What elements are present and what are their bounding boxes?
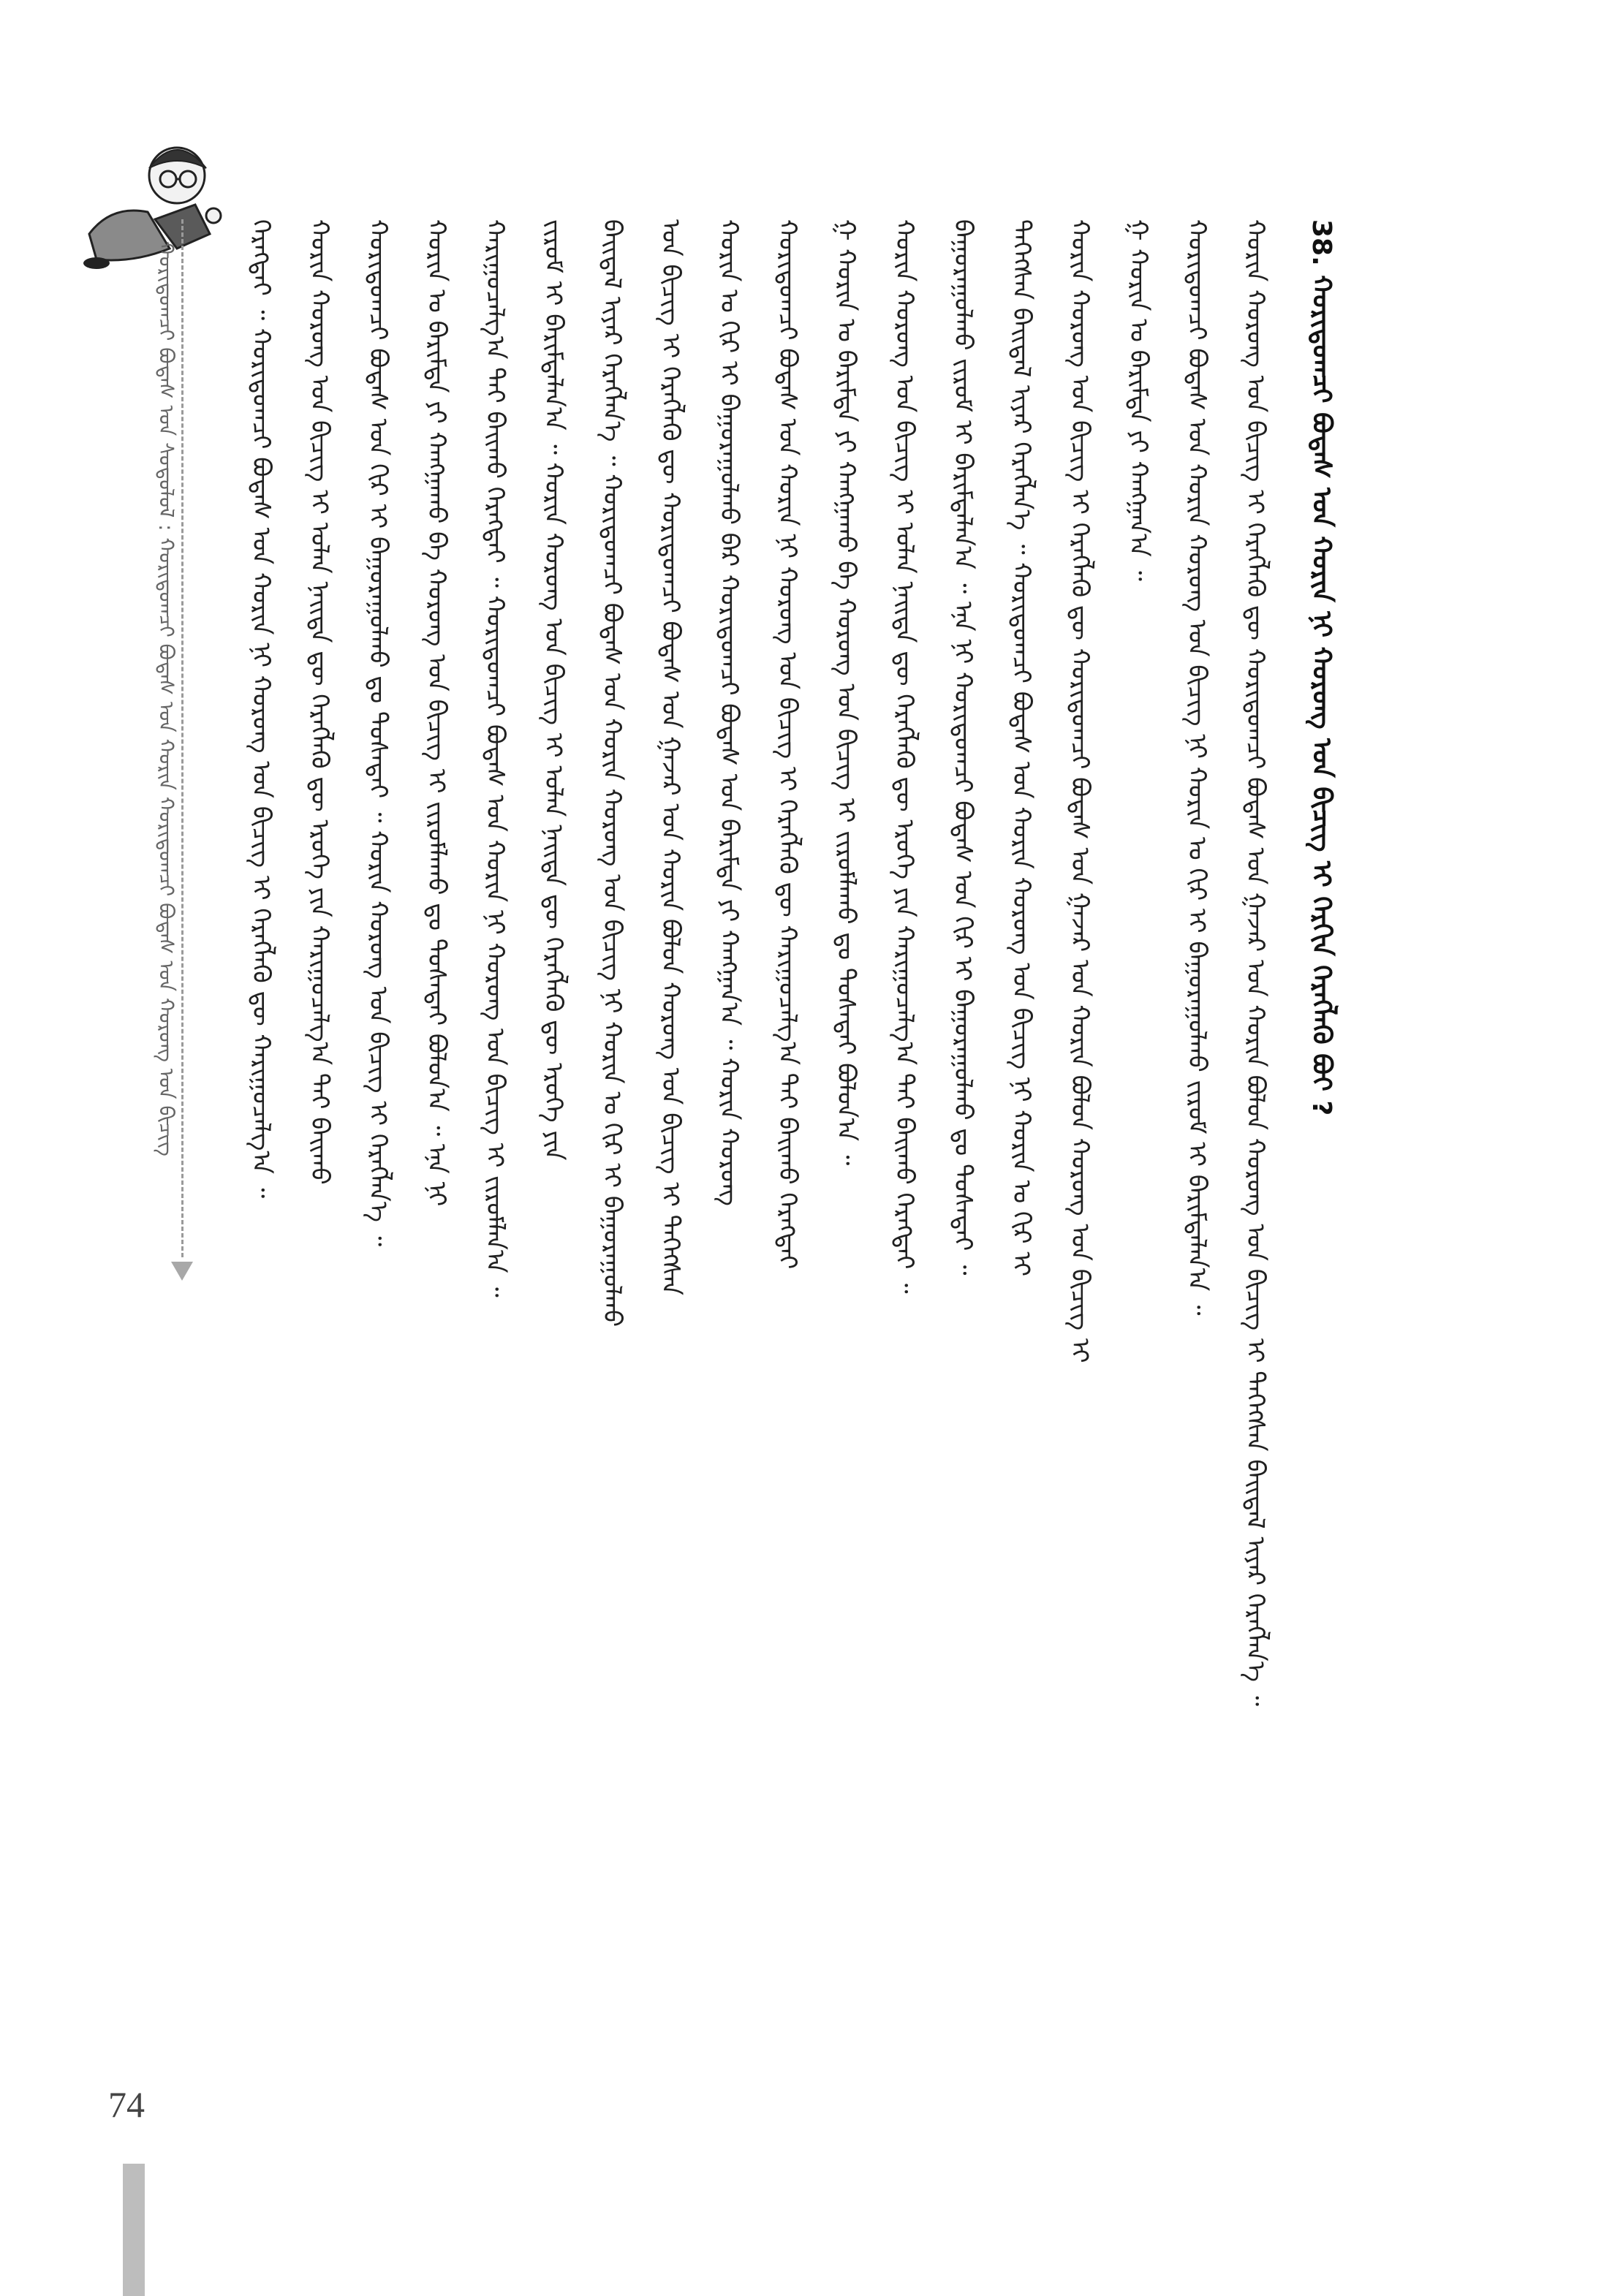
text-column: ᠬᠣᠷᠢᠨ ᠬᠣᠷᠤᠩ ᠤᠨ ᠪᠢᠴᠢᠭ ᠢ ᠬᠡᠷᠡᠭᠯᠡᠬᠦ ᠳᠦ ᠬᠣᠷᠢᠳᠤᠭᠴᠢ ᠪᠣᠳᠠᠰ ᠤᠨ ᠭᠠᠵᠠᠷ ᠤᠨ ᠬᠣᠷᠢᠨ ᠪᠣᠯᠤᠨ ᠬᠣᠷᠤᠩ ᠤᠨ ᠪᠢᠴᠢᠭ ᠢ: [1065, 219, 1094, 1363]
text-column: ᠬᠣᠷᠢᠨ ᠬᠣᠷᠤᠩ ᠤᠨ ᠪᠢᠴᠢᠭ ᠢ ᠣᠯᠠᠨ ᠨᠡᠢᠲᠡ ᠳᠦ ᠬᠡᠷᠡᠭᠯᠡᠬᠦ ᠳᠦ ᠡᠷᠦᠬᠡ ᠶᠢᠨ ᠬᠠᠷᠢᠭᠤᠴᠠᠯᠭ᠎ᠠ ᠲᠠᠢ ᠪᠠᠢᠬᠤ: [305, 219, 334, 1185]
text-column: ᠬᠣᠷᠢᠨ ᠤ ᠪᠠᠷᠢᠮᠲᠠ ᠶᠢ ᠬᠠᠩᠭᠠᠬᠤ ᠪᠠ ᠬᠣᠷᠤᠩ ᠤᠨ ᠪᠢᠴᠢᠭ ᠢ ᠵᠢᠷᠤᠮᠯᠠᠬᠤ ᠳᠤ ᠲᠤᠰᠠᠲᠠᠢ ᠪᠣᠯᠤᠨ᠎ᠠ ᠃ ᠡᠨᠡ ᠨᠢ: [422, 219, 451, 1207]
text-column: ᠬᠣᠷᠢᠨ ᠤ ᠬᠢᠷ ᠢ ᠪᠠᠭᠤᠷᠠᠭᠤᠯᠬᠤ ᠪᠠᠷ ᠬᠣᠷᠢᠳᠤᠭᠴᠢ ᠪᠣᠳᠠᠰ ᠤᠨ ᠪᠠᠷᠢᠮᠲᠠ ᠶᠢ ᠬᠠᠩᠭᠠᠨ᠎ᠠ ᠃ ᠬᠣᠷᠢᠨ ᠬᠣᠷᠤᠩ: [714, 219, 744, 1206]
text-column: ᠬᠣᠷᠢᠳᠤᠭᠴᠢ ᠪᠣᠳᠠᠰ ᠤᠨ ᠬᠣᠷᠢᠨ ᠨᠢ ᠬᠣᠷᠤᠩ ᠤᠨ ᠪᠢᠴᠢᠭ ᠢ ᠬᠡᠷᠡᠭᠯᠡᠬᠦ ᠳᠦ ᠬᠠᠷᠢᠭᠤᠴᠠᠯᠭ᠎ᠠ ᠲᠠᠢ ᠪᠠᠢᠬᠤ ᠬᠡᠷᠡᠭᠲᠡᠢ: [773, 219, 802, 1270]
triangle-marker-icon: [171, 1262, 193, 1281]
paragraph-closing: ᠭ ᠬᠣᠷᠢᠨ ᠤ ᠪᠠᠷᠢᠮᠲᠠ ᠶᠢ ᠬᠠᠩᠭᠠᠨ᠎ᠠ ᠃: [1124, 219, 1153, 581]
text-column: ᠤᠨ ᠪᠢᠴᠢᠭ ᠢ ᠬᠡᠷᠡᠭᠯᠡᠬᠦ ᠳᠦ ᠬᠣᠷᠢᠳᠤᠭᠴᠢ ᠪᠣᠳᠠᠰ ᠤᠨ ᠭᠠᠵᠠᠷ ᠤᠨ ᠬᠣᠷᠢᠨ ᠪᠣᠯᠤᠨ ᠬᠣᠷᠤᠩ ᠤᠨ ᠪᠢᠴᠢᠭ ᠢ ᠲᠡᠭᠡᠭᠰᠡᠨ: [656, 219, 685, 1296]
page-number: 74: [108, 2084, 145, 2125]
text-column: ᠬᠣᠷᠢᠨ ᠬᠣᠷᠤᠩ ᠤᠨ ᠪᠢᠴᠢᠭ ᠢ ᠣᠯᠠᠨ ᠨᠡᠢᠲᠡ ᠳᠦ ᠬᠡᠷᠡᠭᠯᠡᠬᠦ ᠳᠦ ᠡᠷᠦᠬᠡ ᠶᠢᠨ ᠬᠠᠷᠢᠭᠤᠴᠠᠯᠭ᠎ᠠ ᠲᠠᠢ ᠪᠠᠢᠬᠤ ᠬᠡᠷᠡᠭᠲᠡᠢ ᠃: [890, 219, 919, 1294]
text-column: ᠪᠠᠢᠳᠠᠯ ᠢᠶᠠᠷ ᠬᠡᠷᠡᠭᠯᠡᠨ᠎ᠡ ᠃ ᠬᠣᠷᠢᠳᠤᠭᠴᠢ ᠪᠣᠳᠠᠰ ᠤᠨ ᠬᠣᠷᠢᠨ ᠬᠣᠷᠤᠩ ᠤᠨ ᠪᠢᠴᠢᠭ ᠨᠢ ᠬᠣᠷᠢᠨ ᠤ ᠬᠢᠷ ᠢ ᠪᠠᠭᠤᠷᠠᠭᠤᠯᠬᠤ: [597, 219, 627, 1327]
text-column: ᠵᠢᠷᠤᠮ ᠢ ᠪᠠᠷᠢᠮᠲᠠᠯᠠᠨ᠎ᠠ ᠃ ᠬᠣᠷᠢᠨ ᠬᠣᠷᠤᠩ ᠤᠨ ᠪᠢᠴᠢᠭ ᠢ ᠣᠯᠠᠨ ᠨᠡᠢᠲᠡ ᠳᠦ ᠬᠡᠷᠡᠭᠯᠡᠬᠦ ᠳᠦ ᠡᠷᠦᠬᠡ ᠶᠢᠨ: [539, 219, 568, 1161]
text-column: ᠭ ᠬᠣᠷᠢᠨ ᠤ ᠪᠠᠷᠢᠮᠲᠠ ᠶᠢ ᠬᠠᠩᠭᠠᠬᠤ ᠪᠠ ᠬᠣᠷᠤᠩ ᠤᠨ ᠪᠢᠴᠢᠭ ᠢ ᠵᠢᠷᠤᠮᠯᠠᠬᠤ ᠳᠤ ᠲᠤᠰᠠᠲᠠᠢ ᠪᠣᠯᠤᠨ᠎ᠠ ᠃: [831, 219, 860, 1166]
header-divider: [181, 219, 184, 1257]
text-column: ᠲᠡᠭᠡᠭᠰᠡᠨ ᠪᠠᠢᠳᠠᠯ ᠢᠶᠠᠷ ᠬᠡᠷᠡᠭᠯᠡᠨ᠎ᠡ ᠃ ᠬᠣᠷᠢᠳᠤᠭᠴᠢ ᠪᠣᠳᠠᠰ ᠤᠨ ᠬᠣᠷᠢᠨ ᠬᠣᠷᠤᠩ ᠤᠨ ᠪᠢᠴᠢᠭ ᠨᠢ ᠬᠣᠷᠢᠨ ᠤ ᠬᠢᠷ ᠢ: [1007, 219, 1036, 1277]
paragraph: ᠬᠣᠷᠢᠳᠤᠭᠴᠢ ᠪᠣᠳᠠᠰ ᠤᠨ ᠬᠣᠷᠢᠨ ᠬᠣᠷᠤᠩ ᠤᠨ ᠪᠢᠴᠢᠭ ᠨᠢ ᠬᠣᠷᠢᠨ ᠤ ᠬᠢᠷ ᠢ ᠪᠠᠭᠤᠷᠠᠭᠤᠯᠬᠤ ᠵᠢᠷᠤᠮ ᠢ ᠪᠠᠷᠢᠮᠲᠠᠯᠠᠨ᠎ᠠ ᠃: [1182, 219, 1211, 1316]
page-edge-tab: [123, 2164, 145, 2296]
text-column: ᠬᠡᠷᠡᠭᠲᠡᠢ ᠃ ᠬᠣᠷᠢᠳᠤᠭᠴᠢ ᠪᠣᠳᠠᠰ ᠤᠨ ᠬᠣᠷᠢᠨ ᠨᠢ ᠬᠣᠷᠤᠩ ᠤᠨ ᠪᠢᠴᠢᠭ ᠢ ᠬᠡᠷᠡᠭᠯᠡᠬᠦ ᠳᠦ ᠬᠠᠷᠢᠭᠤᠴᠠᠯᠭ᠎ᠠ ᠃: [246, 219, 276, 1199]
running-title: ᠬᠣᠷᠢᠳᠤᠭᠴᠢ ᠪᠣᠳᠠᠰ ᠤᠨ ᠰᠤᠳᠤᠯᠤᠯ : ᠬᠣᠷᠢᠳᠤᠭᠴᠢ ᠪᠣᠳᠠᠰ ᠤᠨ ᠬᠣᠷᠢᠨ ᠬᠣᠷᠢᠳᠤᠭᠴᠢ ᠪᠣᠳᠠᠰ ᠤᠨ ᠬᠣᠷᠤᠩ ᠤᠨ ᠪᠢᠴᠢᠭ: [154, 241, 178, 1156]
question-number: 38.: [1306, 219, 1336, 266]
text-column: ᠬᠠᠷᠢᠭᠤᠴᠠᠯᠭ᠎ᠠ ᠲᠠᠢ ᠪᠠᠢᠬᠤ ᠬᠡᠷᠡᠭᠲᠡᠢ ᠃ ᠬᠣᠷᠢᠳᠤᠭᠴᠢ ᠪᠣᠳᠠᠰ ᠤᠨ ᠬᠣᠷᠢᠨ ᠨᠢ ᠬᠣᠷᠤᠩ ᠤᠨ ᠪᠢᠴᠢᠭ ᠢ ᠵᠢᠷᠤᠮᠯᠠᠨ᠎ᠠ ᠃: [480, 219, 510, 1297]
text-column: ᠬᠣᠷᠢᠳᠤᠭᠴᠢ ᠪᠣᠳᠠᠰ ᠤᠨ ᠬᠢᠷ ᠢ ᠪᠠᠭᠤᠷᠠᠭᠤᠯᠬᠤ ᠳᠤ ᠲᠤᠰᠠᠲᠠᠢ ᠃ ᠬᠣᠷᠢᠨ ᠬᠣᠷᠤᠩ ᠤᠨ ᠪᠢᠴᠢᠭ ᠢ ᠬᠡᠷᠡᠭᠯᠡᠨ᠎ᠡ ᠃: [363, 219, 393, 1247]
running-header: [146, 241, 186, 1250]
text-column: ᠪᠠᠭᠤᠷᠠᠭᠤᠯᠬᠤ ᠵᠢᠷᠤᠮ ᠢ ᠪᠠᠷᠢᠮᠲᠠᠯᠠᠨ᠎ᠠ ᠃ ᠡᠨᠡ ᠨᠢ ᠬᠣᠷᠢᠳᠤᠭᠴᠢ ᠪᠣᠳᠠᠰ ᠤᠨ ᠬᠢᠷ ᠢ ᠪᠠᠭᠤᠷᠠᠭᠤᠯᠬᠤ ᠳᠤ ᠲᠤᠰᠠᠲᠠᠢ ᠃: [948, 219, 977, 1276]
question-heading: [1301, 219, 1341, 2003]
question-text: ᠬᠣᠷᠢᠳᠤᠭᠴᠢ ᠪᠣᠳᠠᠰ ᠤᠨ ᠬᠣᠷᠢᠨ ᠨᠢ ᠬᠣᠷᠤᠩ ᠤᠨ ᠪᠢᠴᠢᠭ ᠢ ᠬᠡᠷᠬᠢᠨ ᠬᠡᠷᠡᠭᠯᠡᠬᠦ ᠪᠤᠢ ?: [1306, 275, 1336, 1116]
paragraph: ᠬᠣᠷᠢᠨ ᠬᠣᠷᠤᠩ ᠤᠨ ᠪᠢᠴᠢᠭ ᠢ ᠬᠡᠷᠡᠭᠯᠡᠬᠦ ᠳᠦ ᠬᠣᠷᠢᠳᠤᠭᠴᠢ ᠪᠣᠳᠠᠰ ᠤᠨ ᠭᠠᠵᠠᠷ ᠤᠨ ᠬᠣᠷᠢᠨ ᠪᠣᠯᠤᠨ ᠬᠣᠷᠤᠩ ᠤᠨ ᠪᠢᠴᠢᠭ ᠢ ᠲᠡᠭᠡᠭᠰᠡᠨ ᠪᠠᠢᠳᠠᠯ ᠢᠶᠠᠷ ᠬᠡᠷᠡᠭᠯᠡᠨ᠎ᠡ ᠃: [1241, 219, 1270, 1707]
